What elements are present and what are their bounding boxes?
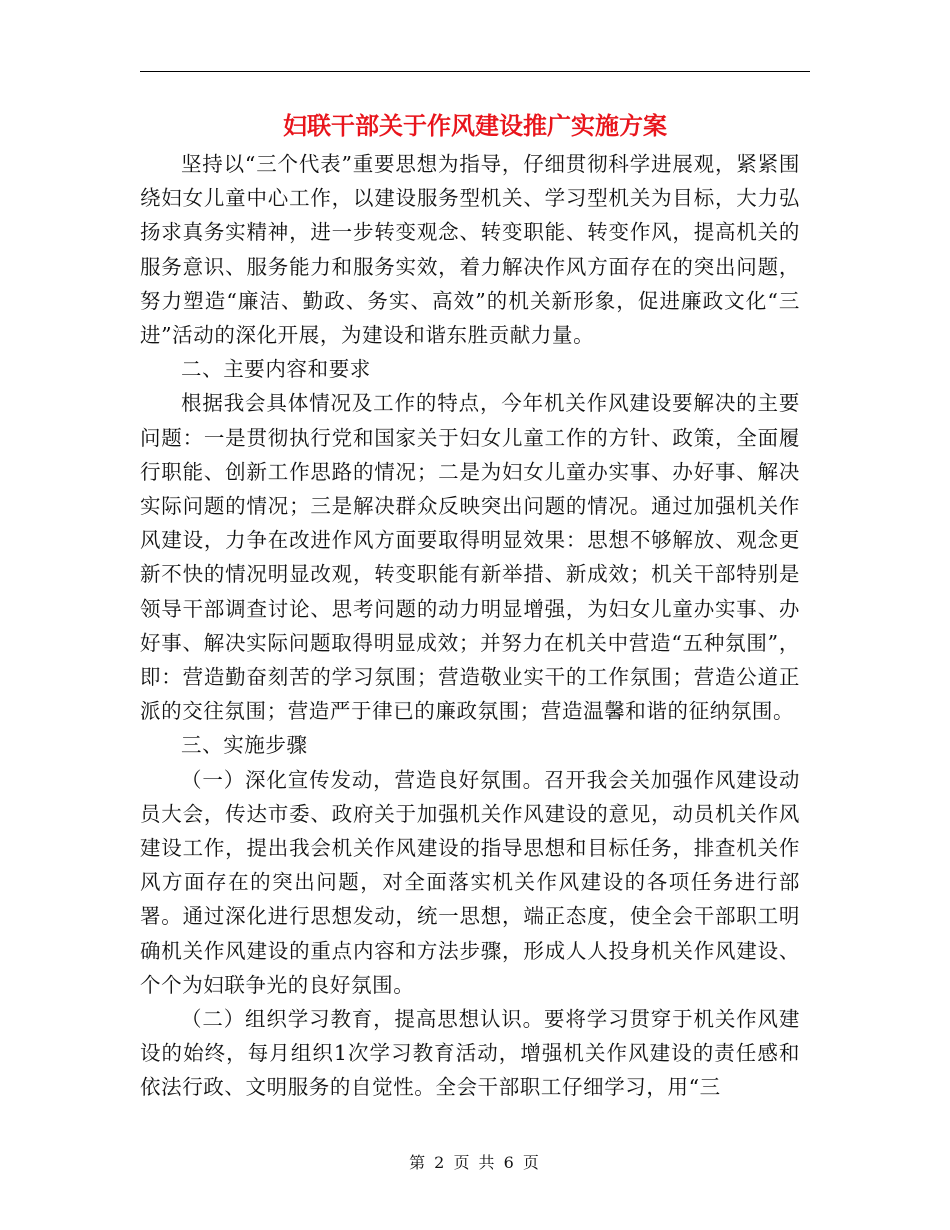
paragraph-step-1: （一）深化宣传发动，营造良好氛围。召开我会关加强作风建设动员大会，传达市委、政府关于加强机关作风建设的意见，动员机关作风建设工作，提出我会机关作风建设的指导思想和目标任务，排查机关作风方面存在的突出问题，对全面落实机关作风建设的各项任务进行部署。通过深化进行思想发动，统一思想，端正态度，使全会干部职工明确机关作风建设的重点内容和方法步骤，形成人人投身机关作风建设、个个为妇联争光的良好氛围。 [140, 767, 800, 997]
section-heading-steps: 三、实施步骤 [181, 733, 308, 758]
paragraph-requirements: 根据我会具体情况及工作的特点，今年机关作风建设要解决的主要问题：一是贯彻执行党和国家关于妇女儿童工作的方针、政策，全面履行职能、创新工作思路的情况；二是为妇女儿童办实事、办好事、解决实际问题的情况；三是解决群众反映突出问题的情况。通过加强机关作风建设，力争在改进作风方面要取得明显效果：思想不够解放、观念更新不快的情况明显改观，转变职能有新举措、新成效；机关干部特别是领导干部调查讨论、思考问题的动力明显增强，为妇女儿童办实事、办好事、解决实际问题取得明显成效；并努力在机关中营造“五种氛围”，即：营造勤奋刻苦的学习氛围；营造敬业实干的工作氛围；营造公道正派的交往氛围；营造严于律已的廉政氛围；营造温馨和谐的征纳氛围。 [140, 391, 800, 724]
paragraph-step-2: （二）组织学习教育，提高思想认识。要将学习贯穿于机关作风建设的始终，每月组织1次学习教育活动，增强机关作风建设的责任感和依法行政、文明服务的自觉性。全会干部职工仔细学习，用“三 [140, 1007, 800, 1100]
section-heading-requirements: 二、主要内容和要求 [181, 357, 371, 382]
document-title: 妇联干部关于作风建设推广实施方案 [283, 112, 667, 140]
document-body [140, 147, 800, 1105]
page-footer: 第 2 页 共 6 页 [409, 1153, 541, 1172]
paragraph-intro: 坚持以“三个代表”重要思想为指导，仔细贯彻科学进展观，紧紧围绕妇女儿童中心工作，以建设服务型机关、学习型机关为目标，大力弘扬求真务实精神，进一步转变观念、转变职能、转变作风，提高机关的服务意识、服务能力和服务实效，着力解决作风方面存在的突出问题，努力塑造“廉洁、勤政、务实、高效”的机关新形象，促进廉政文化“三进”活动的深化开展，为建设和谐东胜贡献力量。 [140, 152, 800, 348]
header-rule [140, 71, 810, 72]
